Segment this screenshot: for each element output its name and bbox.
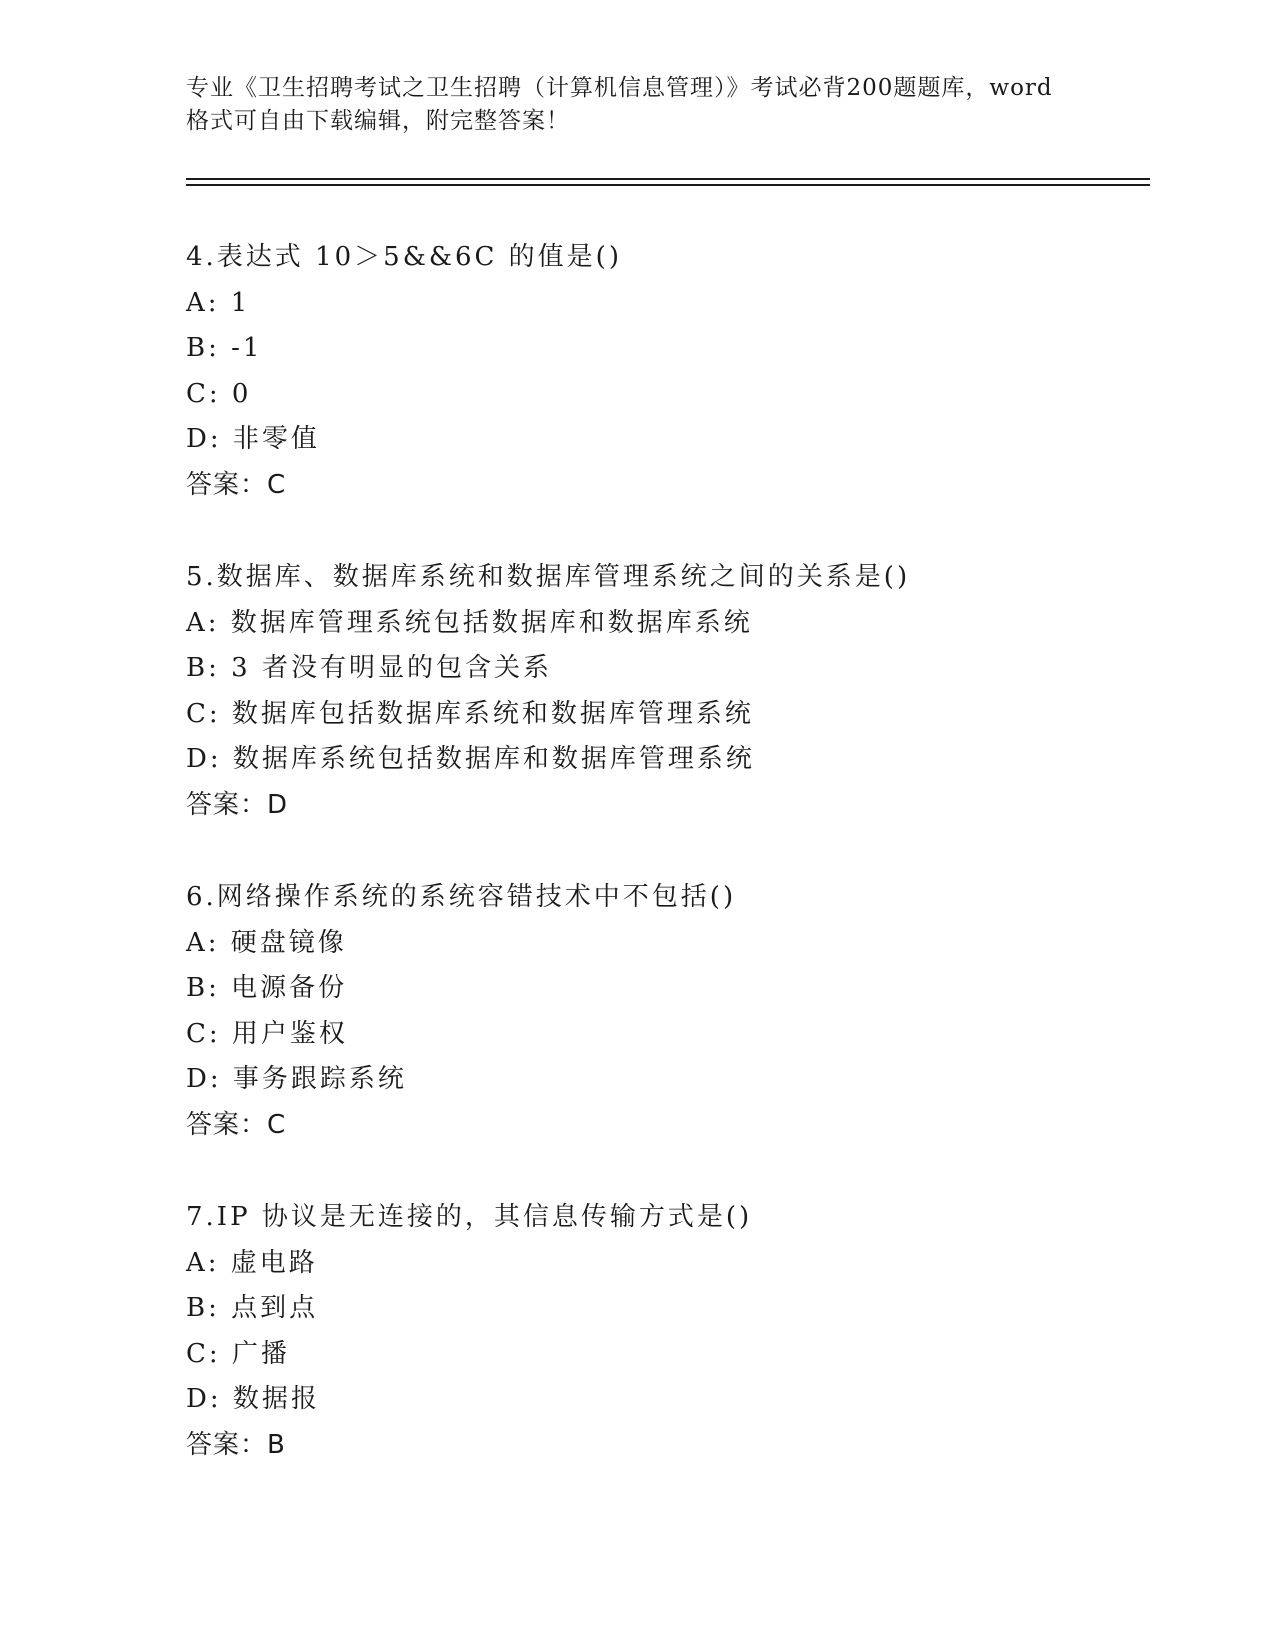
- option-c: C: 数据库包括数据库系统和数据库管理系统: [186, 698, 754, 729]
- question-stem: 4.表达式 10＞5&&6C 的值是(): [186, 242, 622, 272]
- option-a: A: 虚电路: [186, 1247, 318, 1278]
- question-block: [186, 875, 1136, 1148]
- option-b: B: 电源备份: [186, 973, 348, 1003]
- answer: 答案：C: [186, 1109, 287, 1140]
- header-title-line-2: 格式可自由下载编辑，附完整答案！: [186, 108, 570, 134]
- header-title-line-1: 专业《卫生招聘考试之卫生招聘（计算机信息管理）》考试必背200题题库，word: [186, 75, 1053, 101]
- option-b: B: -1: [186, 333, 263, 363]
- option-b: B: 点到点: [186, 1293, 319, 1323]
- question-block: [186, 235, 1136, 508]
- option-a: A: 硬盘镜像: [186, 927, 347, 958]
- option-d: D: 事务跟踪系统: [186, 1064, 407, 1094]
- option-d: D: 数据报: [186, 1384, 320, 1414]
- option-d: D: 非零值: [186, 424, 320, 454]
- option-d: D: 数据库系统包括数据库和数据库管理系统: [186, 744, 755, 774]
- option-c: C: 0: [186, 378, 252, 409]
- question-block: [186, 555, 1136, 828]
- option-b: B: 3 者没有明显的包含关系: [186, 653, 552, 683]
- question-stem: 6.网络操作系统的系统容错技术中不包括(): [186, 882, 737, 912]
- option-c: C: 用户鉴权: [186, 1018, 348, 1049]
- answer: 答案：D: [186, 789, 289, 820]
- option-c: C: 广播: [186, 1338, 290, 1369]
- header-divider-bottom: [186, 184, 1150, 186]
- header-divider-top: [186, 178, 1150, 180]
- question-block: [186, 1195, 1136, 1468]
- document-header: [186, 72, 1086, 138]
- question-stem: 7.IP 协议是无连接的，其信息传输方式是(): [186, 1202, 753, 1232]
- answer: 答案：B: [186, 1429, 286, 1460]
- option-a: A: 数据库管理系统包括数据库和数据库系统: [186, 607, 753, 638]
- option-a: A: 1: [186, 287, 251, 318]
- question-stem: 5.数据库、数据库系统和数据库管理系统之间的关系是(): [186, 562, 911, 592]
- answer: 答案：C: [186, 469, 287, 500]
